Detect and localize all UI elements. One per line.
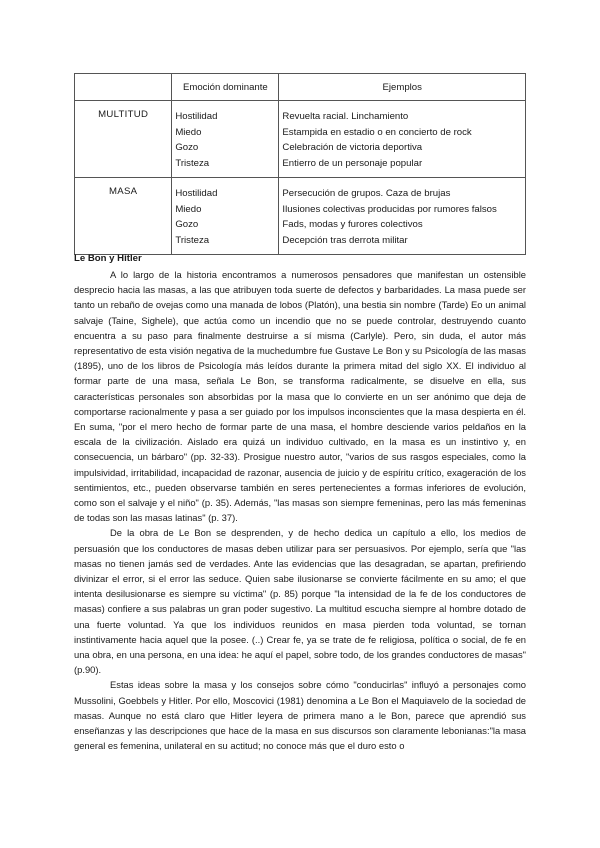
emotion-item: Gozo: [175, 142, 199, 153]
example-item: Estampida en estadio o en concierto de rock: [282, 126, 472, 138]
table-row: [75, 178, 526, 255]
emotion-item: Hostilidad: [175, 111, 218, 122]
table-emotions-cell: [172, 101, 279, 178]
table-category-cell: MASA: [75, 178, 172, 255]
body-text: [74, 267, 526, 754]
emotion-item: Tristeza: [175, 234, 210, 246]
table-header-cell: Ejemplos: [279, 74, 526, 101]
emotion-item: Miedo: [175, 203, 202, 215]
example-item: Decepción tras derrota militar: [282, 234, 408, 246]
table-examples-cell: [279, 101, 526, 178]
emotion-item: Tristeza: [175, 157, 210, 169]
table-examples-cell: [279, 178, 526, 255]
emotions-table: [74, 73, 526, 255]
emotion-item: Miedo: [175, 126, 202, 138]
table-category-cell: MULTITUD: [75, 101, 172, 178]
emotion-item: Hostilidad: [175, 188, 218, 199]
example-item: Entierro de un personaje popular: [282, 157, 423, 169]
table-header-cell: [75, 74, 172, 101]
paragraph: De la obra de Le Bon se desprenden, y de hecho dedica un capítulo a ello, los medios de persuasión que los conductores de masas deben utilizar para ser persuasivos. Por ejemplo, sería que "las masas no tienen jamás sed de verdades. Ante las evidencias que las desagradan, se apartan, prefiriendo divinizar el error, si el error las seduce. Quien sabe ilusionarse se convierte fácilmente en su amo; el que intenta desilusionarse es siempre su víctima" (p. 85) porque "la intensidad de la fe de los conductores de masas) confiere a sus palabras un gran poder sugestivo. La multitud escucha siempre al hombre dotado de una fuerte voluntad. Ya que los individuos reunidos en masa pierden toda voluntad, se tornan instintivamente hacia aquel que la posee. (..) Crear fe, ya se trate de fe religiosa, política o social, de fe en una obra, en una persona, en una idea: he aquí el papel, sobre todo, de los grandes conductores de masas" (p.90).: [74, 527, 526, 676]
section-title: Le Bon y Hitler: [74, 253, 142, 264]
table-row: [75, 101, 526, 178]
paragraph: A lo largo de la historia encontramos a numerosos pensadores que manifestan un ostensible desprecio hacia las masas, a las que atribuyen toda suerte de defectos y barbaridades. La masa puede ser tanto un rebaño de ovejas como una manada de lobos (Platón), una bestia sin nombre (Tarde) Eo un animal salvaje (Taine, Sighele), que actúa como un incendio que no se puede controlar, destruyendo cuanto encuentra a su paso para finalmente destruirse a sí misma (Carlyle). Pero, sin duda, el autor más representativo de esta visión negativa de la muchedumbre fue Gustave Le Bon y su Psicología de las masas (1895), uno de los libros de Psicología más leídos durante la primera mitad del siglo XX. El individuo al formar parte de una masa, señala Le Bon, se transforma radicalmente, se disuelve en ella, sus características personales son absorbidas por la masa que lo convierte en un ser anónimo que deja de comportarse racionalmente y pasa a ser guiado por los impulsos inconscientes que la masa despierta en él. En suma, "por el mero hecho de formar parte de una masa, el hombre desciende varios peldaños en la escala de la civilización. Aislado era quizá un individuo cultivado, en la masa es un instintivo y, en consecuencia, un bárbaro" (pp. 32-33). Prosigue nuestro autor, "varios de sus rasgos especiales, como la impulsividad, irritabilidad, incapacidad de razonar, ausencia de juicio y de espíritu crítico, exageración de los sentimientos, etc., pueden observarse también en seres pertenecientes a formas inferiores de evolución, como son el salvaje y el niño" (p. 35). Además, "las masas son siempre femeninas, pero las más femeninas de todas son las masas latinas" (p. 37).: [74, 269, 526, 524]
example-item: Ilusiones colectivas producidas por rumores falsos: [282, 203, 497, 215]
example-item: Revuelta racial. Linchamiento: [282, 111, 409, 122]
table-emotions-cell: [172, 178, 279, 255]
example-item: Celebración de victoria deportiva: [282, 142, 423, 153]
paragraph: Estas ideas sobre la masa y los consejos sobre cómo "conducirlas" influyó a personajes como Mussolini, Goebbels y Hitler. Por ello, Moscovici (1981) denomina a Le Bon el Maquiavelo de la sociedad de masas. Aunque no está claro que Hitler leyera de primera mano a le Bon, parece que aprendió sus enseñanzas y las descripciones que hace de la masa en sus discursos son claramente lebonianas:"la masa general es femenina, unilateral en su actitud; no conoce más que el duro esto o: [74, 679, 526, 752]
example-item: Fads, modas y furores colectivos: [282, 219, 423, 230]
table-header-row: [75, 74, 526, 101]
table-header-cell: Emoción dominante: [172, 74, 279, 101]
example-item: Persecución de grupos. Caza de brujas: [282, 188, 451, 199]
emotion-item: Gozo: [175, 219, 199, 230]
